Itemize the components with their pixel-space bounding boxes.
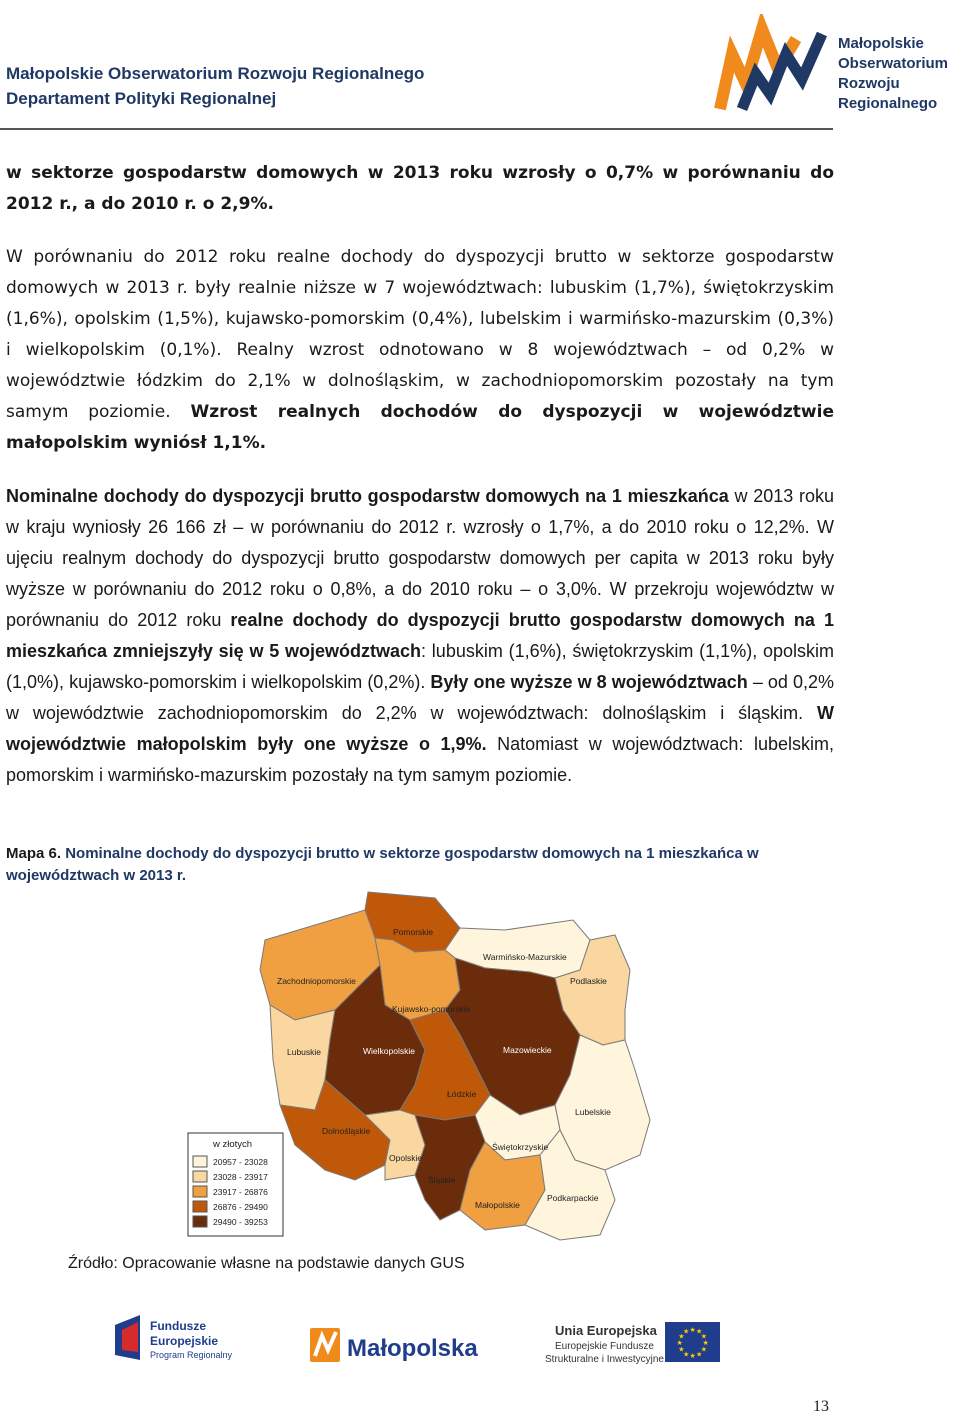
observatory-logo-text bbox=[838, 34, 960, 114]
observatory-logo-icon bbox=[712, 14, 842, 114]
header-department: Departament Polityki Regionalnej bbox=[6, 89, 277, 108]
eu-star: ★ bbox=[678, 1332, 685, 1341]
map-caption-label: Mapa 6. bbox=[6, 845, 62, 862]
paragraph-3-bold-1: Nominalne dochody do dyspozycji brutto gospodarstw domowych na 1 mieszkańca bbox=[6, 486, 729, 506]
label-pomorskie: Pomorskie bbox=[393, 927, 434, 937]
logo3-line-2: Europejskie Fundusze bbox=[555, 1341, 654, 1352]
label-slaskie: Śląskie bbox=[428, 1175, 456, 1185]
legend-range: 23028 - 23917 bbox=[213, 1172, 268, 1182]
label-podlaskie: Podlaskie bbox=[570, 976, 607, 986]
eu-star: ★ bbox=[696, 1350, 703, 1359]
paragraph-3-text-4: – od 0,2% w województwie zachodniopomorskim do 2,2% w województwach: dolnośląskim i śląskim. bbox=[6, 672, 834, 723]
paragraph-3-text-2: W ujęciu realnym dochody do dyspozycji brutto gospodarstw domowych per capita w 2013 roku były wyższe w porównaniu do 2012 roku o 0,8%, a do 2010 roku – o 3,0%. W przekroju województw w porównaniu do 2012 roku bbox=[6, 517, 834, 630]
page-number: 13 bbox=[813, 1398, 829, 1415]
eu-star: ★ bbox=[689, 1326, 696, 1334]
label-lubuskie: Lubuskie bbox=[287, 1047, 322, 1057]
legend-range: 23917 - 26876 bbox=[213, 1187, 268, 1197]
eu-star: ★ bbox=[689, 1352, 696, 1360]
header-org-name: Małopolskie Obserwatorium Rozwoju Regionalnego bbox=[6, 64, 425, 83]
logo3-line-1: Unia Europejska bbox=[555, 1323, 657, 1338]
eu-star: ★ bbox=[683, 1327, 690, 1336]
poland-map bbox=[185, 880, 705, 1260]
eu-star: ★ bbox=[696, 1327, 703, 1336]
source-note: Źródło: Opracowanie własne na podstawie danych GUS bbox=[68, 1255, 465, 1272]
logo-line-1: Małopolskie bbox=[838, 35, 924, 52]
paragraph-3-text-5: Natomiast w województwach: lubelskim, pomorskim i warmińsko-mazurskim pozostały na tym samym poziomie. bbox=[6, 734, 834, 785]
paragraph-3 bbox=[6, 481, 834, 791]
eu-star: ★ bbox=[700, 1345, 708, 1354]
eu-star: ★ bbox=[678, 1345, 685, 1354]
legend-title: w złotych bbox=[213, 1139, 253, 1150]
footer-logos bbox=[110, 1310, 850, 1370]
unia-europejska-logo bbox=[545, 1322, 720, 1365]
legend-swatch bbox=[193, 1216, 207, 1227]
label-malopolskie: Małopolskie bbox=[475, 1200, 520, 1210]
label-swietokrzyskie: Świętokrzyskie bbox=[492, 1142, 549, 1152]
eu-star: ★ bbox=[676, 1339, 683, 1347]
fundusze-europejskie-logo bbox=[115, 1315, 233, 1360]
label-mazowieckie: Mazowieckie bbox=[503, 1045, 552, 1055]
paragraph-1: w sektorze gospodarstw domowych w 2013 roku wzrosły o 0,7% w porównaniu do 2012 r., a do 2010 r. o 2,9%. bbox=[6, 163, 834, 214]
map-legend bbox=[188, 1133, 283, 1236]
legend-range: 29490 - 39253 bbox=[213, 1217, 268, 1227]
label-opolskie: Opolskie bbox=[389, 1153, 423, 1163]
map-caption-text: Nominalne dochody do dyspozycji brutto w sektorze gospodarstw domowych na 1 mieszkańca w województwach w 2013 r. bbox=[6, 845, 759, 884]
legend-swatch bbox=[193, 1186, 207, 1197]
logo1-line-1: Fundusze bbox=[150, 1319, 206, 1333]
logo2-text: Małopolska bbox=[347, 1335, 478, 1362]
label-zachodnio: Zachodniopomorskie bbox=[277, 976, 356, 986]
paragraph-3-bold-3: Były one wyższe w 8 województwach bbox=[430, 672, 748, 692]
logo-line-3: Rozwoju Regionalnego bbox=[838, 75, 938, 112]
paragraph-2-text: W porównaniu do 2012 roku realne dochody do dyspozycji brutto w sektorze gospodarstw domowych w 2013 r. były realnie niższe w 7 województwach: lubuskim (1,7%), świętokrzyskim (1,6%), opolskim (1,5%), kujawsko-pomorskim (0,4%), lubelskim i warmińsko-mazurskim (0,3%) i wielkopolskim (0,1%). Realny wzrost odnotowano w 8 województwach – od 0,2% w województwie łódzkim do 2,1% w dolnośląskim, w zachodniopomorskim pozostały na tym samym poziomie. bbox=[6, 247, 834, 422]
logo3-line-3: Strukturalne i Inwestycyjne bbox=[545, 1354, 664, 1365]
label-wielkopolskie: Wielkopolskie bbox=[363, 1046, 415, 1056]
label-lodzkie: Łódzkie bbox=[447, 1089, 477, 1099]
paragraph-3-text-1: w 2013 roku w kraju wyniosły 26 166 zł – w porównaniu do 2012 r. wzrosły o 1,7%, a do 2010 roku o 12,2%. bbox=[6, 486, 834, 537]
logo1-line-3: Program Regionalny bbox=[150, 1350, 233, 1360]
eu-star: ★ bbox=[683, 1350, 690, 1359]
label-podkarpackie: Podkarpackie bbox=[547, 1193, 599, 1203]
legend-range: 20957 - 23028 bbox=[213, 1157, 268, 1167]
label-dolnoslaskie: Dolnośląskie bbox=[322, 1126, 371, 1136]
legend-swatch bbox=[193, 1156, 207, 1167]
legend-swatch bbox=[193, 1171, 207, 1182]
paragraph-2 bbox=[6, 242, 834, 459]
label-warminsko: Warmińsko-Mazurskie bbox=[483, 952, 567, 962]
eu-star: ★ bbox=[702, 1339, 709, 1347]
logo-line-2: Obserwatorium bbox=[838, 55, 949, 72]
paragraph-2-bold: Wzrost realnych dochodów do dyspozycji w województwie małopolskim wyniósł 1,1%. bbox=[6, 402, 834, 453]
footer-logos-graphic bbox=[110, 1310, 850, 1370]
header-divider bbox=[0, 128, 833, 130]
malopolska-logo bbox=[310, 1328, 478, 1362]
eu-star: ★ bbox=[700, 1332, 708, 1341]
legend-range: 26876 - 29490 bbox=[213, 1202, 268, 1212]
paragraph-3-bold-2: realne dochody do dyspozycji brutto gospodarstw domowych na 1 mieszkańca zmniejszyły się w 5 województwach bbox=[6, 610, 835, 661]
label-kujawsko: Kujawsko-pomorskie bbox=[392, 1004, 471, 1014]
logo1-line-2: Europejskie bbox=[150, 1334, 219, 1348]
paragraph-3-text-3: : lubuskim (1,6%), świętokrzyskim (1,1%), opolskim (1,0%), kujawsko-pomorskim i wielkopolskim (0,2%). bbox=[6, 641, 834, 692]
legend-swatch bbox=[193, 1201, 207, 1212]
paragraph-3-bold-4: W województwie małopolskim były one wyższe o 1,9%. bbox=[6, 703, 834, 754]
label-lubelskie: Lubelskie bbox=[575, 1107, 611, 1117]
